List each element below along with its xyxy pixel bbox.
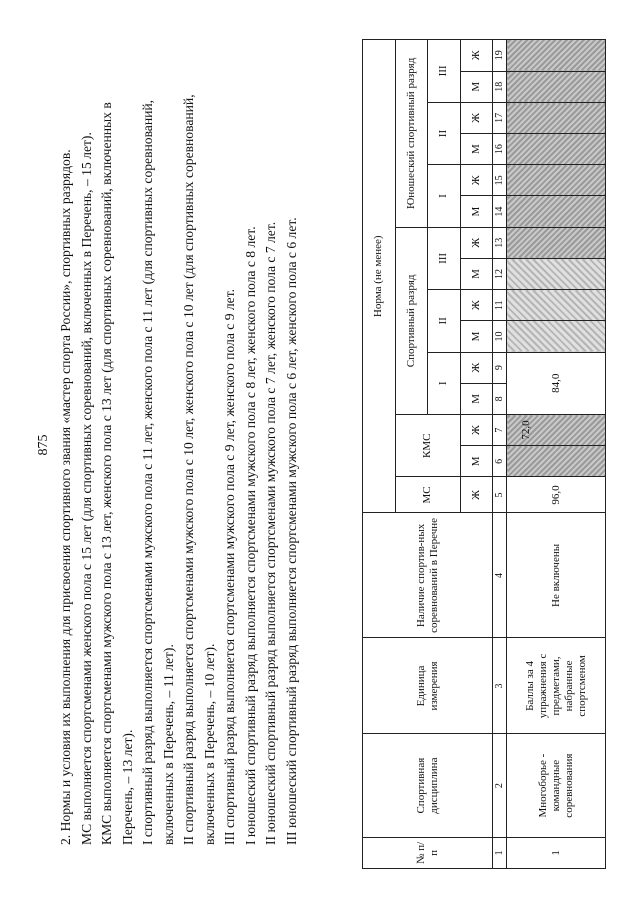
column-number: 14 <box>493 196 507 227</box>
empty-cell-shaded <box>507 446 606 477</box>
header-youth-rank: Юношеский спортивный разряд <box>395 40 428 228</box>
column-number: 9 <box>493 352 507 383</box>
header-youth-rank-2: II <box>428 102 461 164</box>
norms-table <box>362 39 606 869</box>
column-number: 3 <box>493 638 507 734</box>
empty-cell-shaded <box>507 134 606 165</box>
row-discipline: Многоборье - командные соревнования <box>507 734 606 837</box>
paragraph-ms: МС выполняется спортсменами женского пола с 15 лет (для спортивных соревнований, включенных в Перечень, – 15 лет). <box>78 132 94 845</box>
row-kms: 84,0 <box>507 352 606 414</box>
column-number: 1 <box>493 837 507 868</box>
header-youth-rank-3: III <box>428 40 461 103</box>
paragraph-heading: 2. Нормы и условия их выполнения для присвоения спортивного звания «мастер спорта России», спортивных разрядов. <box>58 149 73 845</box>
header-norm: Норма (не менее) <box>363 40 396 513</box>
column-number: 13 <box>493 227 507 258</box>
header-presence: Наличие спортив-ных соревнований в Перечне <box>363 513 493 638</box>
body-text <box>56 45 302 845</box>
header-ms: МС <box>395 477 460 513</box>
column-number: 8 <box>493 383 507 414</box>
header-sport-rank: Спортивный разряд <box>395 227 428 414</box>
column-number-row <box>493 40 507 869</box>
gender-f: Ж <box>460 477 493 513</box>
gender-f: Ж <box>460 165 493 196</box>
column-number: 6 <box>493 446 507 477</box>
row-presence: Не включены <box>507 513 606 638</box>
gender-f: Ж <box>460 227 493 258</box>
header-sport-rank-3: III <box>428 227 461 289</box>
paragraph-kms: КМС выполняется спортсменами мужского пола с 13 лет, женского пола с 13 лет (для спортивных соревнований, включенных в Перечень, – 13 лет). <box>99 102 135 845</box>
column-number: 4 <box>493 513 507 638</box>
column-number: 7 <box>493 415 507 446</box>
column-number: 19 <box>493 40 507 72</box>
empty-cell-shaded <box>507 196 606 227</box>
column-number: 15 <box>493 165 507 196</box>
header-youth-rank-1: I <box>428 165 461 227</box>
paragraph-rank-1: I спортивный разряд выполняется спортсменами мужского пола с 11 лет, женского пола с 11 лет (для спортивных соревнований, включенных в Перечень, – 11 лет). <box>140 99 176 845</box>
column-number: 18 <box>493 71 507 102</box>
column-number: 12 <box>493 258 507 289</box>
table-row <box>507 40 606 869</box>
empty-cell-shaded <box>507 165 606 196</box>
gender-m: М <box>460 71 493 102</box>
header-discipline: Спортивная дисциплина <box>363 734 493 837</box>
column-number: 11 <box>493 290 507 321</box>
header-row-1 <box>363 40 396 869</box>
column-number: 5 <box>493 477 507 513</box>
row-num: 1 <box>507 837 606 868</box>
gender-f: Ж <box>460 40 493 72</box>
gender-f: Ж <box>460 290 493 321</box>
column-number: 10 <box>493 321 507 352</box>
empty-cell-shaded <box>507 40 606 72</box>
header-unit: Единица измерения <box>363 638 493 734</box>
header-sport-rank-2: II <box>428 290 461 352</box>
page-number: 875 <box>36 434 51 456</box>
gender-m: М <box>460 383 493 414</box>
row-unit: Баллы за 4 упражнения с предметами, набранные спортсменом <box>507 638 606 734</box>
row-rank-1-value: 72,0 <box>520 420 532 440</box>
paragraph-youth-2: II юношеский спортивный разряд выполняется спортсменами мужского пола с 7 лет, женского пола с 7 лет. <box>263 221 278 845</box>
gender-m: М <box>460 258 493 289</box>
gender-m: М <box>460 321 493 352</box>
paragraph-rank-2: II спортивный разряд выполняется спортсменами мужского пола с 10 лет, женского пола с 10 лет (для спортивных соревнований, включенных в Перечень, – 10 лет). <box>181 94 217 845</box>
gender-f: Ж <box>460 352 493 383</box>
header-sport-rank-1: I <box>428 352 461 414</box>
gender-f: Ж <box>460 102 493 133</box>
paragraph-rank-3: III спортивный разряд выполняется спортсменами мужского пола с 9 лет, женского пола с 9 лет. <box>222 288 237 845</box>
header-num: № п/п <box>363 837 493 868</box>
empty-cell-shaded <box>507 71 606 102</box>
row-ms-f: 96,0 <box>507 477 606 513</box>
empty-cell-shaded <box>507 227 606 258</box>
gender-m: М <box>460 134 493 165</box>
header-kms: КМС <box>395 415 460 477</box>
column-number: 16 <box>493 134 507 165</box>
gender-m: М <box>460 446 493 477</box>
paragraph-youth-1: I юношеский спортивный разряд выполняется спортсменами мужского пола с 8 лет, женского пола с 8 лет. <box>242 226 258 845</box>
empty-cell-shaded <box>507 321 606 352</box>
empty-cell-shaded <box>507 102 606 133</box>
gender-m: М <box>460 196 493 227</box>
gender-f: Ж <box>460 415 493 446</box>
paragraph-youth-3: III юношеский спортивный разряд выполняется спортсменами мужского пола с 6 лет, женского пола с 6 лет. <box>283 217 299 845</box>
column-number: 17 <box>493 102 507 133</box>
empty-cell-shaded <box>507 290 606 321</box>
column-number: 2 <box>493 734 507 837</box>
empty-cell-shaded <box>507 258 606 289</box>
